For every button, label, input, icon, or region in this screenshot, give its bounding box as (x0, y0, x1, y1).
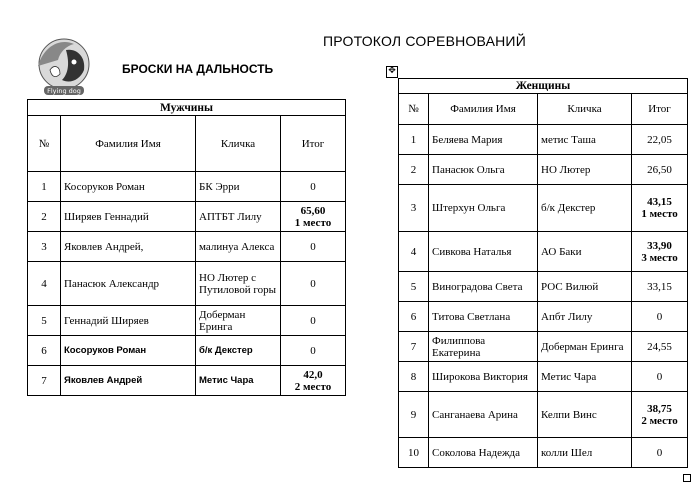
dog-name (196, 262, 281, 306)
row-number (399, 392, 429, 438)
row-number (399, 155, 429, 185)
dog-name-text: АПТБТ Лилу (199, 210, 262, 223)
result-value-text: 0 (310, 344, 316, 357)
dog-name-text: Метис Чара (199, 375, 254, 386)
result-value (632, 232, 688, 272)
result-value-text: 43,15 (647, 196, 672, 208)
row-number-text: 7 (41, 374, 47, 387)
dog-name (196, 336, 281, 366)
result-value (632, 392, 688, 438)
table-resize-handle[interactable] (683, 474, 691, 482)
row-number-text: 7 (410, 340, 417, 353)
result-value (632, 272, 688, 302)
women-caption: Женщины (399, 79, 688, 94)
participant-name (429, 362, 538, 392)
dog-name (538, 272, 632, 302)
row-number-text: 6 (41, 344, 47, 357)
participant-name-text: Штерхун Ольга (432, 202, 506, 214)
participant-name (429, 332, 538, 362)
result-value (281, 262, 346, 306)
dog-name (538, 438, 632, 468)
table-row (28, 172, 346, 202)
result-value (632, 155, 688, 185)
row-number-text: 5 (41, 314, 47, 327)
row-number (399, 272, 429, 302)
dog-name-text: б/к Декстер (541, 202, 596, 214)
place-label: 3 место (641, 251, 678, 264)
result-value-text: 24,55 (647, 340, 672, 353)
dog-name-text: Апбт Лилу (541, 310, 593, 323)
row-number (399, 232, 429, 272)
row-number (28, 232, 61, 262)
row-number (28, 262, 61, 306)
participant-name-text: Геннадий Ширяев (64, 314, 149, 327)
participant-name-text: Яковлев Андрей, (64, 240, 144, 253)
men-caption: Мужчины (28, 100, 346, 116)
result-value (281, 366, 346, 396)
participant-name-text: Косоруков Роман (64, 180, 145, 193)
participant-name (429, 302, 538, 332)
participant-name-text: Широкова Виктория (432, 370, 528, 383)
dog-name (538, 362, 632, 392)
participant-name-text: Панасюк Александр (64, 277, 160, 290)
participant-name-text: Соколова Надежда (432, 446, 521, 459)
header-result: Итог (632, 94, 688, 125)
dog-name-text: НО Лютер (541, 163, 591, 176)
participant-name-text: Санганаева Арина (432, 408, 518, 421)
participant-name-text: Панасюк Ольга (432, 163, 505, 176)
participant-name (429, 155, 538, 185)
participant-name-text: Виноградова Света (432, 280, 523, 293)
result-value-text: 22,05 (647, 133, 672, 146)
flying-dog-logo (30, 36, 100, 98)
participant-name (61, 232, 196, 262)
table-move-handle[interactable]: ✥ (386, 66, 398, 78)
result-value (632, 125, 688, 155)
table-row (399, 185, 688, 232)
document-subtitle: БРОСКИ НА ДАЛЬНОСТЬ (122, 62, 274, 76)
participant-name (429, 392, 538, 438)
row-number-text: 2 (41, 210, 47, 223)
dog-name (538, 232, 632, 272)
table-row (28, 232, 346, 262)
result-value-text: 42,0 (303, 368, 323, 381)
result-value-text: 0 (310, 180, 316, 193)
dog-name-text: метис Таша (541, 133, 596, 146)
row-number-text: 3 (410, 202, 417, 214)
table-row (399, 332, 688, 362)
table-row (399, 362, 688, 392)
result-value-text: 0 (310, 240, 316, 253)
table-row (28, 366, 346, 396)
result-value-text: 0 (656, 370, 663, 383)
row-number-text: 6 (410, 310, 417, 323)
participant-name (429, 232, 538, 272)
dog-name-text: Доберман Еринга (541, 340, 624, 353)
table-row (399, 438, 688, 468)
table-row (28, 202, 346, 232)
row-number (399, 332, 429, 362)
header-result: Итог (281, 116, 346, 172)
row-number-text: 4 (410, 245, 417, 258)
result-value (632, 332, 688, 362)
result-value-text: 0 (310, 314, 316, 327)
women-results-table (398, 78, 688, 468)
row-number (28, 366, 61, 396)
dog-name (196, 366, 281, 396)
table-row (28, 336, 346, 366)
participant-name-text: Титова Светлана (432, 310, 511, 323)
table-row (28, 306, 346, 336)
participant-name (429, 272, 538, 302)
row-number-text: 3 (41, 240, 47, 253)
row-number-text: 10 (408, 446, 419, 459)
dog-name (196, 202, 281, 232)
dog-name (538, 392, 632, 438)
row-number-text: 4 (41, 277, 47, 290)
result-value (632, 438, 688, 468)
dog-name (196, 306, 281, 336)
participant-name (61, 262, 196, 306)
dog-name (538, 155, 632, 185)
dog-name-text: Келпи Винс (541, 408, 597, 421)
participant-name-text: Косоруков Роман (64, 345, 147, 356)
logo-text: Flying dog (47, 87, 81, 95)
participant-name-text: Филиппова Екатерина (432, 334, 486, 359)
dog-name-text: колли Шел (541, 446, 593, 459)
result-value (281, 232, 346, 262)
result-value (281, 306, 346, 336)
participant-name (429, 185, 538, 232)
men-results-table (27, 99, 346, 396)
dog-name (196, 232, 281, 262)
dog-name (538, 125, 632, 155)
dog-name-text: АО Баки (541, 245, 582, 258)
table-row (399, 392, 688, 438)
participant-name-text: Яковлев Андрей (64, 375, 143, 386)
row-number (399, 185, 429, 232)
table-row (399, 125, 688, 155)
header-dog: Кличка (196, 116, 281, 172)
participant-name (61, 366, 196, 396)
row-number (399, 438, 429, 468)
header-dog: Кличка (538, 94, 632, 125)
participant-name (61, 202, 196, 232)
participant-name-text: Ширяев Геннадий (64, 210, 149, 223)
participant-name (61, 172, 196, 202)
place-label: 2 место (294, 380, 332, 393)
dog-name-text: б/к Декстер (199, 345, 253, 356)
table-row (399, 272, 688, 302)
place-label: 2 место (641, 414, 678, 427)
participant-name (429, 125, 538, 155)
header-name: Фамилия Имя (61, 116, 196, 172)
result-value (281, 336, 346, 366)
table-row (28, 262, 346, 306)
row-number-text: 2 (410, 163, 417, 176)
row-number (399, 125, 429, 155)
dog-name (196, 172, 281, 202)
result-value-text: 0 (656, 446, 663, 459)
table-row (399, 302, 688, 332)
table-row (399, 155, 688, 185)
row-number-text: 9 (410, 408, 417, 421)
participant-name-text: Беляева Мария (432, 133, 503, 146)
result-value (632, 362, 688, 392)
place-label: 1 место (294, 216, 332, 229)
document-title: ПРОТОКОЛ СОРЕВНОВАНИЙ (323, 33, 526, 49)
result-value-text: 33,15 (647, 280, 672, 293)
dog-name-text: Метис Чара (541, 370, 597, 383)
result-value (281, 202, 346, 232)
place-label: 1 место (641, 208, 678, 220)
result-value-text: 26,50 (647, 163, 672, 176)
result-value-text: 0 (656, 310, 663, 323)
result-value-text: 65,60 (300, 204, 326, 217)
row-number (28, 202, 61, 232)
result-value (632, 302, 688, 332)
dog-name-text: малинуа Алекса (199, 240, 275, 253)
result-value (281, 172, 346, 202)
row-number (399, 362, 429, 392)
header-num: № (399, 94, 429, 125)
participant-name (61, 336, 196, 366)
row-number (28, 306, 61, 336)
row-number-text: 5 (410, 280, 417, 293)
dog-name (538, 332, 632, 362)
result-value-text: 33,90 (647, 239, 672, 252)
header-num: № (28, 116, 61, 172)
dog-name (538, 185, 632, 232)
row-number (28, 336, 61, 366)
dog-name-text: Доберман Еринга (199, 308, 246, 333)
dog-name (538, 302, 632, 332)
result-value-text: 0 (310, 277, 316, 290)
participant-name (61, 306, 196, 336)
row-number (28, 172, 61, 202)
result-value (632, 185, 688, 232)
row-number-text: 8 (410, 370, 417, 383)
participant-name (429, 438, 538, 468)
header-name: Фамилия Имя (429, 94, 538, 125)
row-number-text: 1 (41, 180, 47, 193)
row-number-text: 1 (410, 133, 417, 146)
result-value-text: 38,75 (647, 402, 672, 415)
participant-name-text: Сивкова Наталья (432, 245, 512, 258)
dog-name-text: НО Лютер с Путиловой горы (199, 271, 277, 296)
dog-name-text: РОС Вилюй (541, 280, 599, 293)
row-number (399, 302, 429, 332)
table-row (399, 232, 688, 272)
dog-name-text: БК Эрри (199, 180, 240, 193)
